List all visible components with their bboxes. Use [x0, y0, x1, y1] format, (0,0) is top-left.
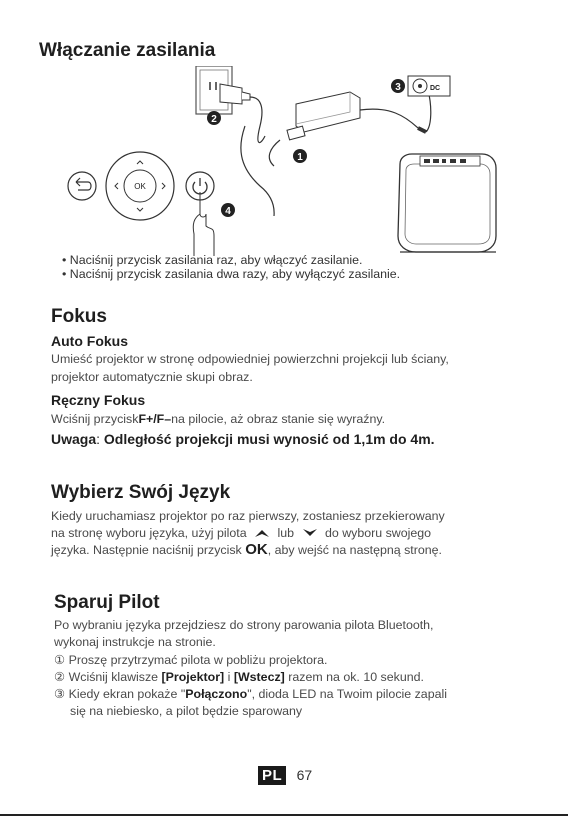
pair-step-3-line-2: się na niebiesko, a pilot będzie sparowany: [70, 704, 303, 718]
pair-intro-2: wykonaj instrukcje na stronie.: [54, 635, 216, 649]
back-key: [Wstecz]: [233, 670, 285, 684]
step-badge-2: [207, 111, 221, 125]
svg-text:2: 2: [211, 114, 217, 125]
step-badge-4: [221, 203, 235, 217]
language-title: Wybierz Swój Język: [51, 482, 231, 503]
back-button: [68, 172, 96, 200]
focus-note: Uwaga: Odległość projekcji musi wynosić od 1,1m do 4m.: [51, 431, 435, 447]
svg-text:1: 1: [297, 152, 303, 163]
power-bullet-1: • Naciśnij przycisk zasilania raz, aby włączyć zasilanie.: [62, 253, 363, 267]
pair-intro-1: Po wybraniu języka przejdziesz do strony parowania pilota Bluetooth,: [54, 618, 434, 632]
svg-text:3: 3: [395, 82, 401, 93]
pair-step-3: ③ Kiedy ekran pokaże "Połączono", dioda LED na Twoim pilocie zapali: [54, 687, 447, 701]
dc-port-callout: [408, 76, 450, 96]
language-badge: PL: [258, 766, 286, 785]
projector-body: [398, 154, 496, 252]
language-line-1: Kiedy uruchamiasz projektor po raz pierwszy, zostaniesz przekierowany: [51, 509, 445, 523]
power-bullet-2: • Naciśnij przycisk zasilania dwa razy, aby wyłączyć zasilanie.: [62, 267, 401, 281]
projector-key: [Projektor]: [161, 670, 225, 684]
finger-press: [193, 192, 214, 256]
focus-title: Fokus: [51, 306, 107, 327]
auto-focus-text-2: projektor automatycznie skupi obraz.: [51, 370, 253, 384]
pair-title: Sparuj Pilot: [54, 592, 160, 613]
page-footer: [258, 767, 312, 785]
pair-step-2: ② Wciśnij klawisze [Projektor] i [Wstecz] razem na ok. 10 sekund.: [54, 670, 424, 684]
language-line-2: na stronę wyboru języka, użyj pilota lub do wyboru swojego: [51, 526, 432, 540]
power-illustration: [60, 66, 510, 256]
ok-key: OK: [245, 541, 268, 558]
connected-key: Połączono: [185, 687, 248, 701]
bottom-divider: [0, 814, 568, 816]
power-adapter: [296, 92, 418, 132]
svg-text:4: 4: [225, 206, 231, 217]
power-title: Włączanie zasilania: [39, 40, 216, 61]
ok-label: OK: [134, 182, 146, 191]
manual-focus-title: Ręczny Fokus: [51, 392, 146, 408]
arrow-down-icon: [302, 528, 318, 538]
dpad: [106, 152, 174, 220]
auto-focus-title: Auto Fokus: [51, 333, 128, 349]
manual-focus-text: Wciśnij przyciskF+/F–na pilocie, aż obraz stanie się wyraźny.: [51, 412, 386, 426]
dc-label: DC: [430, 85, 441, 92]
step-badge-3: [391, 79, 405, 93]
focus-keys: F+/F–: [138, 412, 172, 426]
arrow-up-icon: [254, 528, 270, 538]
step-badge-1: [293, 149, 307, 163]
page-number: 67: [296, 767, 313, 783]
pair-step-1: ① Proszę przytrzymać pilota w pobliżu projektora.: [54, 653, 328, 667]
language-line-3: języka. Następnie naciśnij przycisk OK, aby wejść na następną stronę.: [51, 541, 442, 558]
auto-focus-text-1: Umieść projektor w stronę odpowiedniej powierzchni projekcji lub ściany,: [51, 352, 449, 366]
